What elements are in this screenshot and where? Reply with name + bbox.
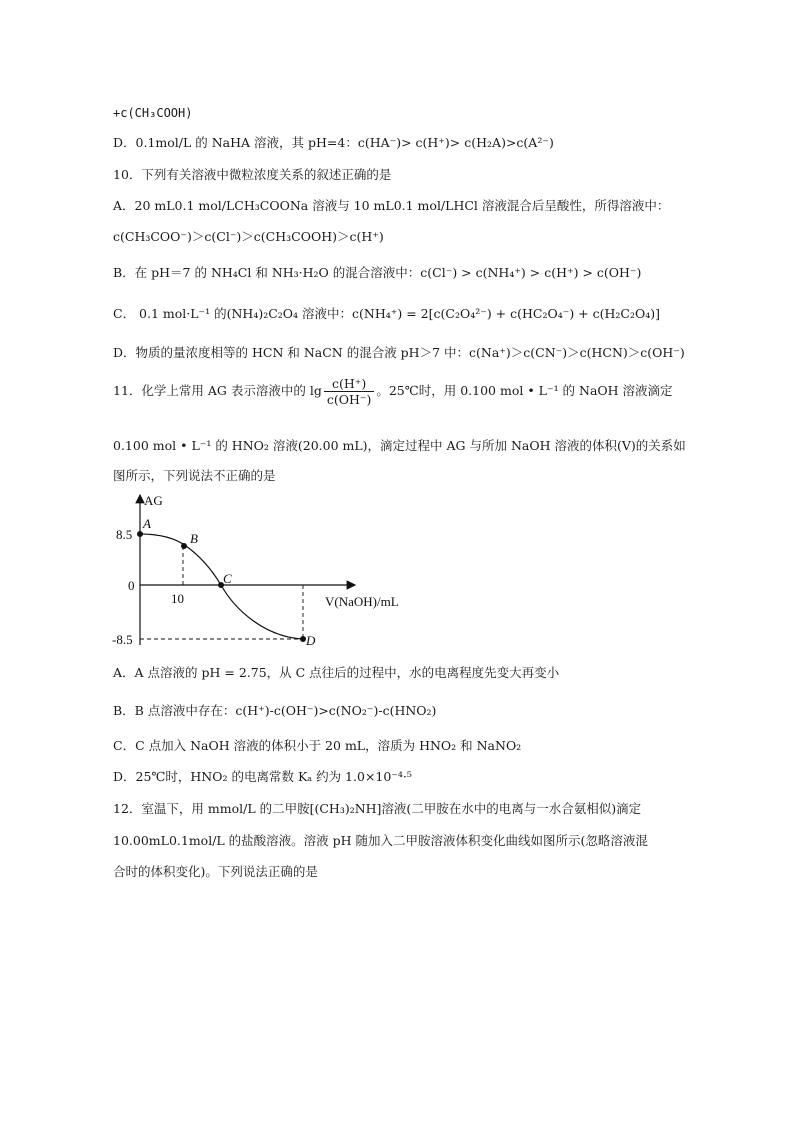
y-axis-label: AG <box>144 493 163 508</box>
point-a <box>137 531 143 537</box>
point-a-label: A <box>143 516 151 531</box>
question-12-stem: 12．室温下，用 mmol/L 的二甲胺[(CH₃)₂NH]溶液(二甲胺在水中的电离与一水合氨相似)滴定 <box>113 801 642 816</box>
question-11-stem-cont2: 图所示，下列说法不正确的是 <box>113 468 276 483</box>
question-12-stem-cont1: 10.00mL0.1mol/L 的盐酸溶液。溶液 pH 随加入二甲胺溶液体积变化曲线如图所示(忽略溶液混 <box>113 833 648 848</box>
point-d-label: D <box>306 633 316 648</box>
q11-option-a: A．A 点溶液的 pH = 2.75，从 C 点往后的过程中，水的电离程度先变大再变小 <box>113 665 560 680</box>
question-11-stem-cont1: 0.100 mol • L⁻¹ 的 HNO₂ 溶液(20.00 mL)，滴定过程中 AG 与所加 NaOH 溶液的体积(V)的关系如 <box>113 438 686 453</box>
point-c-label: C <box>223 571 232 586</box>
q10-option-c: C． 0.1 mol·L⁻¹ 的(NH₄)₂C₂O₄ 溶液中：c(NH₄⁺) = 2[c(C₂O₄²⁻) + c(HC₂O₄⁻) + c(H₂C₂O₄)] <box>113 306 660 321</box>
q11-option-d: D．25℃时，HNO₂ 的电离常数 Kₐ 约为 1.0×10⁻⁴·⁵ <box>113 769 412 784</box>
point-b-label: B <box>190 531 198 546</box>
question-11-stem <box>113 376 673 407</box>
q11-option-b: B．B 点溶液中存在：c(H⁺)-c(OH⁻)>c(NO₂⁻)-c(HNO₂) <box>113 703 437 718</box>
q11-prefix: 11．化学上常用 AG 表示溶液中的 lg <box>113 383 322 398</box>
point-b <box>181 543 187 549</box>
option-d-prev: D．0.1mol/L 的 NaHA 溶液，其 pH=4：c(HA⁻)> c(H⁺)> c(H₂A)>c(A²⁻) <box>113 135 554 150</box>
line-0: +c(CH₃COOH) <box>113 106 193 120</box>
question-10-stem: 10．下列有关溶液中微粒浓度关系的叙述正确的是 <box>113 167 392 182</box>
q10-option-a-cont: c(CH₃COO⁻)＞c(Cl⁻)＞c(CH₃COOH)＞c(H⁺) <box>113 229 384 244</box>
q11-suffix: 。25℃时，用 0.100 mol • L⁻¹ 的 NaOH 溶液滴定 <box>376 383 673 398</box>
ag-fraction <box>324 376 375 407</box>
fraction-numerator: c(H⁺) <box>324 376 375 392</box>
y-tick-0: 0 <box>128 578 135 593</box>
x-axis-label: V(NaOH)/mL <box>325 594 399 609</box>
q10-option-a: A．20 mL0.1 mol/LCH₃COONa 溶液与 10 mL0.1 mol/LHCl 溶液混合后呈酸性，所得溶液中： <box>113 198 670 213</box>
fraction-denominator: c(OH⁻) <box>326 392 372 407</box>
ag-titration-graph <box>100 490 450 655</box>
y-tick-8-5: 8.5 <box>116 527 133 542</box>
q10-option-b: B．在 pH＝7 的 NH₄Cl 和 NH₃·H₂O 的混合溶液中：c(Cl⁻) > c(NH₄⁺) > c(H⁺) > c(OH⁻) <box>113 265 642 280</box>
y-tick-neg-8-5: -8.5 <box>112 632 133 647</box>
q10-option-d: D．物质的量浓度相等的 HCN 和 NaCN 的混合液 pH＞7 中：c(Na⁺)＞c(CN⁻)＞c(HCN)＞c(OH⁻) <box>113 345 685 360</box>
x-tick-10: 10 <box>171 591 184 606</box>
q11-option-c: C．C 点加入 NaOH 溶液的体积小于 20 mL，溶质为 HNO₂ 和 NaNO₂ <box>113 738 522 753</box>
question-12-stem-cont2: 合时的体积变化)。下列说法正确的是 <box>113 864 318 879</box>
